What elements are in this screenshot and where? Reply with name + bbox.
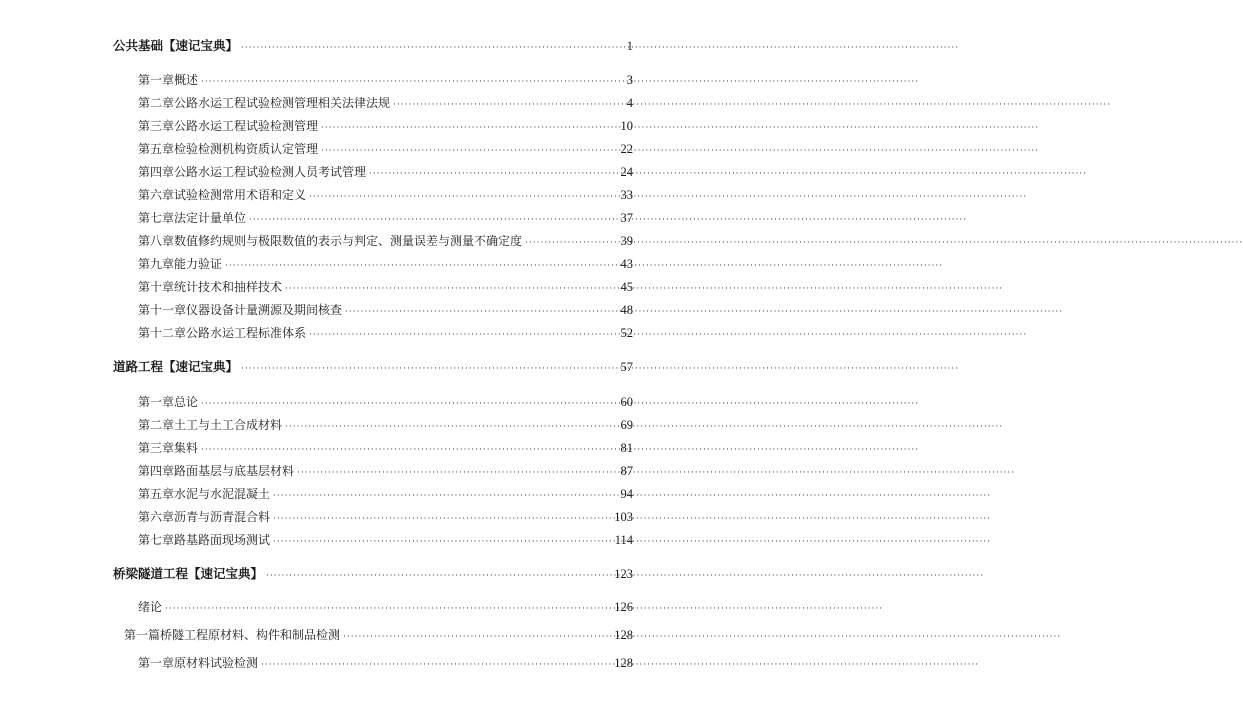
chapter-number: 第一章 [138,73,175,87]
page-number: 128 [614,656,633,670]
page-number: 3 [626,73,633,87]
chapter-number: 第二章 [138,96,175,110]
page-number: 1 [626,39,633,53]
page-number: 87 [620,464,633,478]
dot-leader [343,628,611,646]
page-number: 103 [614,510,633,524]
toc-entry[interactable] [138,416,633,434]
dot-leader [261,656,611,674]
dot-leader [285,280,617,298]
toc-entry[interactable] [138,186,633,204]
toc-intro-entry[interactable] [138,598,633,616]
dot-leader [273,487,617,505]
page-number: 126 [614,600,633,614]
chapter-number: 第十章 [138,280,175,294]
dot-leader [273,533,612,551]
toc-entry[interactable] [138,654,633,672]
dot-leader [321,119,617,137]
chapter-title: 试验检测常用术语和定义 [174,188,307,202]
chapter-title: 统计技术和抽样技术 [174,280,283,294]
chapter-title: 集料 [174,441,199,455]
toc-entry[interactable] [138,462,633,480]
toc-part-entry[interactable] [124,626,633,644]
page-number: 123 [614,567,633,581]
chapter-number: 第九章 [138,257,175,271]
page-number: 69 [620,418,633,432]
chapter-number: 第十一章 [138,303,187,317]
toc-entry[interactable] [138,117,633,135]
toc-entry[interactable] [138,71,633,89]
dot-leader [249,211,617,229]
dot-leader [201,441,617,459]
toc-entry[interactable] [138,209,633,227]
page-number: 10 [620,119,633,133]
chapter-title: 公路水运工程试验检测管理相关法律法规 [174,96,391,110]
page-number: 48 [620,303,633,317]
dot-leader [309,326,617,344]
chapter-title: 法定计量单位 [174,211,247,225]
dot-leader [241,39,624,57]
chapter-title: 仪器设备计量溯源及期间核查 [186,303,343,317]
chapter-title: 原材料试验检测 [174,656,259,670]
chapter-title: 能力验证 [174,257,223,271]
chapter-title: 数值修约规则与极限数值的表示与判定、测量误差与测量不确定度 [174,234,523,248]
chapter-number: 第十二章 [138,326,187,340]
intro-title: 绪论 [138,600,163,614]
page-number: 33 [620,188,633,202]
chapter-title: 检验检测机构资质认定管理 [174,142,319,156]
page-number: 60 [620,395,633,409]
dot-leader [297,464,617,482]
page-number: 37 [620,211,633,225]
chapter-number: 第四章 [138,464,175,478]
chapter-number: 第五章 [138,487,175,501]
chapter-number: 第六章 [138,188,175,202]
toc-entry[interactable] [138,508,633,526]
dot-leader [241,360,617,378]
chapter-title: 公路水运工程试验检测管理 [174,119,319,133]
toc-section-heading[interactable] [113,358,633,376]
toc-entry[interactable] [138,278,633,296]
chapter-number: 第六章 [138,510,175,524]
dot-leader [369,165,617,183]
toc-entry[interactable] [138,163,633,181]
dot-leader [321,142,617,160]
section-title: 道路工程【速记宝典】 [113,359,239,374]
chapter-number: 第一章 [138,395,175,409]
chapter-title: 水泥与水泥混凝土 [174,487,271,501]
part-number: 第一篇 [124,628,161,642]
chapter-title: 沥青与沥青混合料 [174,510,271,524]
page-number: 114 [614,533,633,547]
toc-entry[interactable] [138,439,633,457]
section-title: 桥梁隧道工程【速记宝典】 [113,566,264,581]
toc-entry[interactable] [138,255,633,273]
chapter-number: 第五章 [138,142,175,156]
chapter-number: 第四章 [138,165,175,179]
dot-leader [266,567,611,585]
dot-leader [201,73,624,91]
chapter-title: 路面基层与底基层材料 [174,464,295,478]
dot-leader [393,96,624,114]
page-number: 128 [614,628,633,642]
dot-leader [225,257,617,275]
chapter-number: 第二章 [138,418,175,432]
chapter-title: 土工与土工合成材料 [174,418,283,432]
dot-leader [273,510,611,528]
chapter-title: 概述 [174,73,199,87]
dot-leader [309,188,617,206]
chapter-number: 第八章 [138,234,175,248]
toc-entry[interactable] [138,324,633,342]
page-number: 57 [620,360,633,374]
chapter-title: 公路水运工程试验检测人员考试管理 [174,165,367,179]
dot-leader [165,600,611,618]
page-number: 43 [620,257,633,271]
chapter-number: 第三章 [138,441,175,455]
dot-leader [525,234,617,252]
chapter-number: 第一章 [138,656,175,670]
chapter-number: 第七章 [138,533,175,547]
page-number: 22 [620,142,633,156]
page-number: 39 [620,234,633,248]
toc-entry[interactable] [138,393,633,411]
toc-entry[interactable] [138,301,633,319]
chapter-title: 公路水运工程标准体系 [186,326,307,340]
chapter-number: 第三章 [138,119,175,133]
page-number: 94 [620,487,633,501]
toc-entry[interactable] [138,531,633,549]
page-number: 24 [620,165,633,179]
dot-leader [345,303,617,321]
chapter-title: 路基路面现场测试 [174,533,271,547]
toc-section-heading[interactable] [113,565,633,583]
page-number: 52 [620,326,633,340]
dot-leader [285,418,617,436]
toc-entry[interactable] [138,140,633,158]
toc-entry[interactable] [138,94,633,112]
page-number: 81 [620,441,633,455]
dot-leader [201,395,617,413]
part-title: 桥隧工程原材料、构件和制品检测 [160,628,341,642]
toc-section-heading[interactable] [113,37,633,55]
chapter-title: 总论 [174,395,199,409]
section-title: 公共基础【速记宝典】 [113,38,239,53]
chapter-number: 第七章 [138,211,175,225]
toc-entry[interactable] [138,485,633,503]
page-number: 4 [626,96,633,110]
page-number: 45 [620,280,633,294]
toc-entry[interactable] [138,232,633,250]
